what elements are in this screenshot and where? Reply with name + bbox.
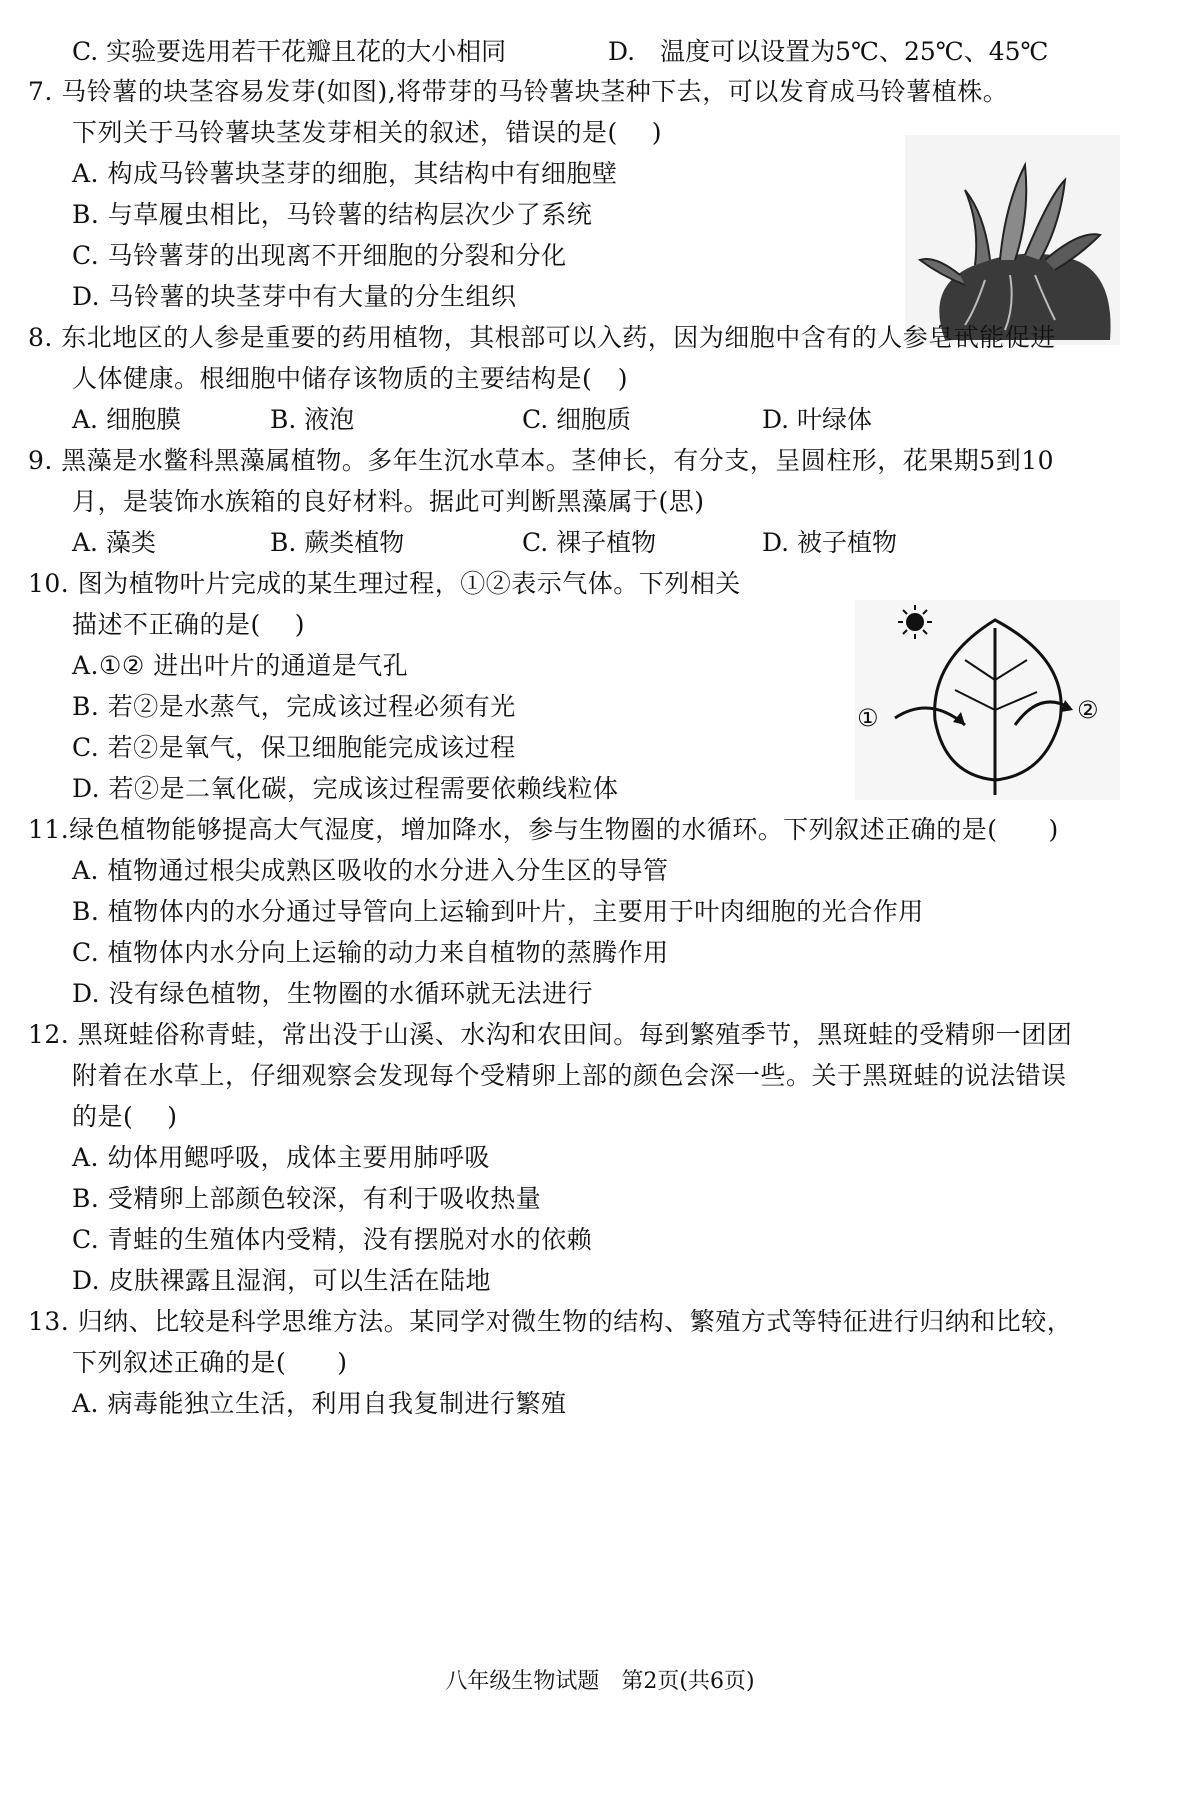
q8-stem-1: 8. 东北地区的人参是重要的药用植物，其根部可以入药，因为细胞中含有的人参皂甙能促进: [28, 323, 1056, 352]
q8-stem-2: 人体健康。根细胞中储存该物质的主要结构是( ): [72, 364, 629, 393]
potato-sprout-figure: [905, 135, 1120, 345]
q8-option-d: D. 叶绿体: [762, 405, 873, 434]
q9-option-c: C. 裸子植物: [522, 528, 657, 557]
q8-option-c: C. 细胞质: [522, 405, 632, 434]
q10-stem-1: 10. 图为植物叶片完成的某生理过程，①②表示气体。下列相关: [28, 569, 741, 598]
q10-option-d: D. 若②是二氧化碳，完成该过程需要依赖线粒体: [72, 774, 619, 803]
q7-option-d: D. 马铃薯的块茎芽中有大量的分生组织: [72, 282, 517, 311]
q13-stem-1: 13. 归纳、比较是科学思维方法。某同学对微生物的结构、繁殖方式等特征进行归纳和比较，: [28, 1307, 1073, 1336]
q8-option-a: A. 细胞膜: [72, 405, 181, 434]
q9-option-d: D. 被子植物: [762, 528, 898, 557]
page-footer: 八年级生物试题 第2页(共6页): [445, 1669, 755, 1694]
q11-option-b: B. 植物体内的水分通过导管向上运输到叶片，主要用于叶肉细胞的光合作用: [72, 897, 924, 926]
q13-stem-2: 下列叙述正确的是( ): [72, 1348, 348, 1377]
q13-option-a: A. 病毒能独立生活，利用自我复制进行繁殖: [72, 1389, 567, 1418]
q12-stem-3: 的是( ): [72, 1102, 178, 1131]
q11-option-a: A. 植物通过根尖成熟区吸收的水分进入分生区的导管: [72, 856, 669, 885]
q10-stem-2: 描述不正确的是( ): [72, 610, 305, 639]
q7-option-c: C. 马铃薯芽的出现离不开细胞的分裂和分化: [72, 241, 567, 270]
leaf-gas-exchange-figure: [855, 600, 1120, 800]
q9-stem-2: 月，是装饰水族箱的良好材料。据此可判断黑藻属于(思): [72, 487, 705, 516]
q6-option-c: C. 实验要选用若干花瓣且花的大小相同: [72, 37, 507, 66]
q10-option-c: C. 若②是氧气，保卫细胞能完成该过程: [72, 733, 516, 762]
q11-option-d: D. 没有绿色植物，生物圈的水循环就无法进行: [72, 979, 594, 1008]
q11-stem-1: 11.绿色植物能够提高大气湿度，增加降水，参与生物圈的水循环。下列叙述正确的是( ): [28, 815, 1059, 844]
q7-stem-2: 下列关于马铃薯块茎发芽相关的叙述，错误的是( ): [72, 118, 662, 147]
q7-option-b: B. 与草履虫相比，马铃薯的结构层次少了系统: [72, 200, 593, 229]
q12-option-c: C. 青蛙的生殖体内受精，没有摆脱对水的依赖: [72, 1225, 593, 1254]
q6-option-d: D. 温度可以设置为5℃、25℃、45℃: [608, 37, 1049, 66]
q9-stem-1: 9. 黑藻是水鳖科黑藻属植物。多年生沉水草本。茎伸长，有分支，呈圆柱形，花果期5到10: [28, 446, 1055, 475]
q10-option-a: A.①② 进出叶片的通道是气孔: [72, 651, 409, 680]
q7-stem-1: 7. 马铃薯的块茎容易发芽(如图),将带芽的马铃薯块茎种下去，可以发育成马铃薯植株。: [28, 77, 1009, 106]
q7-option-a: A. 构成马铃薯块茎芽的细胞，其结构中有细胞壁: [72, 159, 618, 188]
gas-label-1: ①: [857, 704, 879, 732]
q10-option-b: B. 若②是水蒸气，完成该过程必须有光: [72, 692, 516, 721]
q12-option-d: D. 皮肤裸露且湿润，可以生活在陆地: [72, 1266, 492, 1295]
gas-label-2: ②: [1077, 696, 1099, 724]
q9-option-b: B. 蕨类植物: [270, 528, 405, 557]
q8-option-b: B. 液泡: [270, 405, 355, 434]
q12-stem-1: 12. 黑斑蛙俗称青蛙，常出没于山溪、水沟和农田间。每到繁殖季节，黑斑蛙的受精卵一团团: [28, 1020, 1073, 1049]
q9-option-a: A. 藻类: [72, 528, 156, 557]
q11-option-c: C. 植物体内水分向上运输的动力来自植物的蒸腾作用: [72, 938, 669, 967]
q12-option-b: B. 受精卵上部颜色较深，有利于吸收热量: [72, 1184, 542, 1213]
q12-option-a: A. 幼体用鳃呼吸，成体主要用肺呼吸: [72, 1143, 490, 1172]
q12-stem-2: 附着在水草上，仔细观察会发现每个受精卵上部的颜色会深一些。关于黑斑蛙的说法错误: [72, 1061, 1067, 1090]
